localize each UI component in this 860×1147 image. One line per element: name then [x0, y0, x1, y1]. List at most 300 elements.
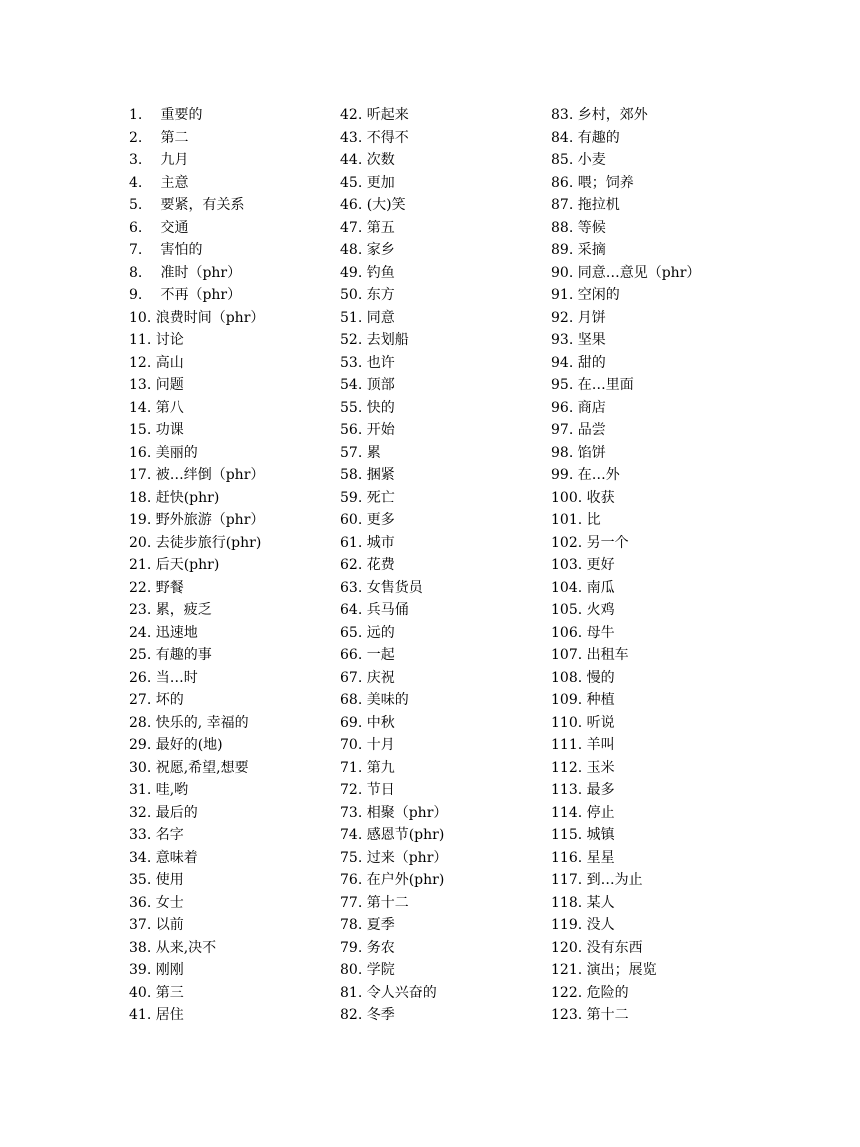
list-item [551, 487, 791, 510]
list-item [129, 442, 334, 465]
list-item [551, 892, 791, 915]
list-item [340, 779, 545, 802]
item-number: 35. [129, 872, 152, 888]
item-meaning: 兵马俑 [366, 602, 409, 618]
item-number: 98. [551, 444, 574, 461]
list-item [551, 757, 791, 780]
list-item [340, 487, 545, 510]
item-number: 57. [340, 444, 363, 461]
item-meaning: 拖拉机 [577, 197, 620, 213]
item-meaning: 准时（phr） [160, 264, 242, 281]
item-number: 117. [551, 872, 583, 888]
list-item [129, 464, 334, 487]
item-meaning: 听起来 [366, 107, 409, 123]
item-number: 80. [340, 962, 363, 978]
item-number: 34. [129, 849, 152, 866]
item-meaning: 高山 [155, 354, 184, 371]
list-item [340, 194, 545, 217]
list-item [340, 869, 545, 892]
item-meaning: 野外旅游（phr） [155, 512, 265, 528]
item-meaning: 美味的 [366, 692, 409, 708]
list-item [129, 149, 334, 172]
item-number: 92. [551, 309, 574, 326]
list-item [551, 1004, 791, 1027]
list-item [129, 532, 334, 555]
item-meaning: 城镇 [586, 827, 615, 843]
item-number: 121. [551, 962, 583, 978]
item-meaning: 要紧，有关系 [160, 197, 245, 213]
item-meaning: 有趣的事 [155, 647, 212, 663]
item-meaning: 讨论 [155, 332, 184, 348]
item-number: 55. [340, 399, 363, 416]
item-meaning: 花费 [366, 557, 395, 573]
item-number: 54. [340, 377, 363, 393]
list-item [340, 329, 545, 352]
item-meaning: 小麦 [577, 152, 606, 168]
item-meaning: 交通 [160, 219, 189, 236]
list-item [340, 1004, 545, 1027]
item-number: 74. [340, 827, 363, 843]
item-number: 73. [340, 804, 363, 821]
item-meaning: 甜的 [577, 354, 606, 371]
list-item [129, 262, 334, 285]
item-meaning: 美丽的 [155, 444, 198, 461]
item-meaning: 种植 [586, 692, 615, 708]
item-meaning: 采摘 [577, 242, 606, 258]
list-item [551, 959, 791, 982]
list-item [551, 532, 791, 555]
item-meaning: 次数 [366, 152, 395, 168]
list-item [551, 329, 791, 352]
item-meaning: 母牛 [586, 624, 615, 641]
list-item [551, 982, 791, 1005]
item-number: 27. [129, 692, 152, 708]
list-item [129, 689, 334, 712]
item-meaning: 祝愿,希望,想要 [155, 759, 249, 776]
item-meaning: 最后的 [155, 804, 198, 821]
item-number: 119. [551, 917, 583, 933]
list-item [551, 149, 791, 172]
list-item [551, 712, 791, 735]
item-number: 85. [551, 152, 574, 168]
item-meaning: 第三 [155, 984, 184, 1001]
list-item [340, 982, 545, 1005]
list-item [340, 847, 545, 870]
list-item [551, 779, 791, 802]
list-item [340, 599, 545, 622]
list-item [551, 127, 791, 150]
item-meaning: 等候 [577, 219, 606, 236]
item-number: 106. [551, 624, 583, 641]
item-number: 26. [129, 669, 152, 686]
vocabulary-column-1 [129, 104, 334, 1027]
item-meaning: 更加 [366, 174, 395, 191]
item-number: 41. [129, 1007, 152, 1023]
list-item [129, 172, 334, 195]
item-meaning: 节日 [366, 782, 395, 798]
list-item [129, 847, 334, 870]
item-number: 46. [340, 197, 363, 213]
item-number: 100. [551, 489, 583, 506]
item-number: 14. [129, 399, 152, 416]
item-number: 68. [340, 692, 363, 708]
list-item [129, 239, 334, 262]
list-item [129, 937, 334, 960]
item-meaning: 以前 [155, 917, 184, 933]
item-meaning: 不得不 [366, 129, 409, 146]
list-item [129, 194, 334, 217]
list-item [551, 914, 791, 937]
item-meaning: 在…外 [577, 467, 620, 483]
item-meaning: 另一个 [586, 534, 629, 551]
list-item [340, 284, 545, 307]
item-meaning: 累 [366, 444, 381, 461]
item-meaning: 务农 [366, 939, 395, 956]
item-number: 83. [551, 107, 574, 123]
item-number: 77. [340, 894, 363, 911]
list-item [129, 419, 334, 442]
item-number: 107. [551, 647, 583, 663]
list-item [129, 509, 334, 532]
item-meaning: 商店 [577, 399, 606, 416]
item-number: 23. [129, 602, 152, 618]
item-meaning: 快的 [366, 399, 395, 416]
item-meaning: 开始 [366, 422, 395, 438]
item-number: 29. [129, 737, 152, 753]
item-meaning: 赶快(phr) [155, 489, 220, 506]
item-meaning: 第十二 [586, 1007, 629, 1023]
list-item [129, 914, 334, 937]
item-meaning: 馅饼 [577, 444, 606, 461]
item-number: 95. [551, 377, 574, 393]
list-item [340, 104, 545, 127]
item-meaning: 同意 [366, 309, 395, 326]
list-item [551, 217, 791, 240]
item-number: 30. [129, 759, 152, 776]
item-number: 88. [551, 219, 574, 236]
list-item [551, 397, 791, 420]
item-meaning: 出租车 [586, 647, 629, 663]
item-meaning: 远的 [366, 624, 395, 641]
item-meaning: 从来,决不 [155, 939, 217, 956]
item-number: 7. [129, 242, 143, 258]
item-meaning: 没有东西 [586, 939, 643, 956]
item-number: 123. [551, 1007, 583, 1023]
item-meaning: 星星 [586, 849, 615, 866]
item-number: 38. [129, 939, 152, 956]
list-item [129, 104, 334, 127]
item-meaning: 最好的(地) [155, 737, 223, 753]
item-number: 43. [340, 129, 363, 146]
item-number: 56. [340, 422, 363, 438]
item-meaning: 名字 [155, 827, 184, 843]
item-meaning: 更好 [586, 557, 615, 573]
item-meaning: 东方 [366, 287, 395, 303]
list-item [551, 104, 791, 127]
list-item [340, 554, 545, 577]
list-item [129, 824, 334, 847]
item-number: 70. [340, 737, 363, 753]
list-item [129, 352, 334, 375]
item-number: 97. [551, 422, 574, 438]
list-item [551, 284, 791, 307]
list-item [551, 667, 791, 690]
item-meaning: 庆祝 [366, 669, 395, 686]
item-number: 111. [551, 737, 583, 753]
item-number: 61. [340, 534, 363, 551]
list-item [551, 554, 791, 577]
item-meaning: 女士 [155, 894, 184, 911]
item-number: 72. [340, 782, 363, 798]
list-item [340, 307, 545, 330]
item-meaning: 南瓜 [586, 579, 615, 596]
item-meaning: 也许 [366, 354, 395, 371]
item-number: 64. [340, 602, 363, 618]
item-meaning: 某人 [586, 894, 615, 911]
item-meaning: 品尝 [577, 422, 606, 438]
item-number: 66. [340, 647, 363, 663]
item-meaning: 去徒步旅行(phr) [155, 534, 262, 551]
item-meaning: 相聚（phr） [366, 804, 448, 821]
item-meaning: 羊叫 [586, 737, 615, 753]
list-item [551, 374, 791, 397]
item-number: 15. [129, 422, 152, 438]
item-meaning: 火鸡 [586, 602, 615, 618]
item-number: 6. [129, 219, 143, 236]
list-item [129, 554, 334, 577]
item-number: 13. [129, 377, 152, 393]
item-meaning: 夏季 [366, 917, 395, 933]
list-item [340, 802, 545, 825]
list-item [340, 734, 545, 757]
item-number: 96. [551, 399, 574, 416]
list-item [129, 779, 334, 802]
item-number: 17. [129, 467, 152, 483]
item-meaning: 没人 [586, 917, 615, 933]
item-number: 112. [551, 759, 583, 776]
item-meaning: 重要的 [160, 107, 203, 123]
item-number: 89. [551, 242, 574, 258]
item-meaning: 听说 [586, 714, 615, 731]
item-meaning: 问题 [155, 377, 184, 393]
item-meaning: 坏的 [155, 692, 184, 708]
item-number: 118. [551, 894, 583, 911]
item-number: 102. [551, 534, 583, 551]
item-meaning: 学院 [366, 962, 395, 978]
list-item [551, 419, 791, 442]
item-meaning: 使用 [155, 872, 184, 888]
item-meaning: 城市 [366, 534, 395, 551]
vocabulary-column-3 [551, 104, 791, 1027]
item-meaning: 被…绊倒（phr） [155, 467, 265, 483]
item-meaning: 钓鱼 [366, 264, 395, 281]
item-number: 84. [551, 129, 574, 146]
item-number: 53. [340, 354, 363, 371]
item-meaning: 最多 [586, 782, 615, 798]
item-number: 18. [129, 489, 152, 506]
item-number: 51. [340, 309, 363, 326]
item-number: 65. [340, 624, 363, 641]
item-meaning: 去划船 [366, 332, 409, 348]
item-number: 71. [340, 759, 363, 776]
item-number: 39. [129, 962, 152, 978]
item-meaning: 收获 [586, 489, 615, 506]
list-item [129, 284, 334, 307]
item-meaning: 更多 [366, 512, 395, 528]
item-meaning: 功课 [155, 422, 184, 438]
list-item [551, 689, 791, 712]
item-number: 25. [129, 647, 152, 663]
item-meaning: 比 [586, 512, 601, 528]
item-number: 82. [340, 1007, 363, 1023]
item-number: 114. [551, 804, 583, 821]
item-number: 32. [129, 804, 152, 821]
list-item [129, 374, 334, 397]
list-item [340, 532, 545, 555]
list-item [551, 307, 791, 330]
item-meaning: 野餐 [155, 579, 184, 596]
item-number: 79. [340, 939, 363, 956]
list-item [340, 577, 545, 600]
item-meaning: 害怕的 [160, 242, 203, 258]
item-number: 11. [129, 332, 152, 348]
list-item [340, 914, 545, 937]
item-number: 52. [340, 332, 363, 348]
list-item [551, 644, 791, 667]
list-item [129, 734, 334, 757]
list-item [340, 959, 545, 982]
item-meaning: 感恩节(phr) [366, 827, 445, 843]
list-item [129, 217, 334, 240]
item-number: 103. [551, 557, 583, 573]
list-item [129, 307, 334, 330]
item-number: 1. [129, 107, 143, 123]
item-number: 113. [551, 782, 583, 798]
list-item [129, 892, 334, 915]
list-item [551, 824, 791, 847]
item-number: 37. [129, 917, 152, 933]
list-item [340, 622, 545, 645]
item-meaning: 迅速地 [155, 624, 198, 641]
item-number: 104. [551, 579, 583, 596]
list-item [129, 982, 334, 1005]
item-meaning: (大)笑 [366, 197, 406, 213]
item-meaning: 当…时 [155, 669, 198, 686]
item-number: 69. [340, 714, 363, 731]
item-meaning: 家乡 [366, 242, 395, 258]
item-number: 101. [551, 512, 583, 528]
item-number: 31. [129, 782, 152, 798]
list-item [340, 712, 545, 735]
item-number: 122. [551, 984, 583, 1001]
item-meaning: 慢的 [586, 669, 615, 686]
list-item [551, 599, 791, 622]
item-meaning: 玉米 [586, 759, 615, 776]
item-meaning: 演出；展览 [586, 962, 657, 978]
list-item [551, 802, 791, 825]
item-number: 10. [129, 309, 152, 326]
item-meaning: 同意…意见（phr） [577, 264, 701, 281]
item-number: 16. [129, 444, 152, 461]
item-number: 81. [340, 984, 363, 1001]
list-item [340, 892, 545, 915]
list-item [551, 509, 791, 532]
item-meaning: 居住 [155, 1007, 184, 1023]
list-item [340, 172, 545, 195]
item-number: 42. [340, 107, 363, 123]
list-item [340, 127, 545, 150]
item-meaning: 累，疲乏 [155, 602, 212, 618]
item-meaning: 空闲的 [577, 287, 620, 303]
item-meaning: 九月 [160, 152, 189, 168]
item-number: 67. [340, 669, 363, 686]
list-item [129, 577, 334, 600]
item-meaning: 到…为止 [586, 872, 643, 888]
item-meaning: 死亡 [366, 489, 395, 506]
item-number: 50. [340, 287, 363, 303]
list-item [129, 802, 334, 825]
list-item [340, 419, 545, 442]
list-item [551, 262, 791, 285]
item-meaning: 第十二 [366, 894, 409, 911]
list-item [129, 329, 334, 352]
item-meaning: 喂；饲养 [577, 174, 634, 191]
item-number: 2. [129, 129, 143, 146]
list-item [129, 757, 334, 780]
item-number: 76. [340, 872, 363, 888]
item-number: 48. [340, 242, 363, 258]
list-item [551, 194, 791, 217]
item-number: 9. [129, 287, 143, 303]
item-meaning: 顶部 [366, 377, 395, 393]
list-item [129, 487, 334, 510]
item-meaning: 危险的 [586, 984, 629, 1001]
item-meaning: 月饼 [577, 309, 606, 326]
item-meaning: 哇,哟 [155, 782, 189, 798]
item-meaning: 在…里面 [577, 377, 634, 393]
list-item [340, 149, 545, 172]
item-number: 28. [129, 714, 152, 731]
item-number: 58. [340, 467, 363, 483]
item-meaning: 令人兴奋的 [366, 984, 437, 1001]
list-item [129, 667, 334, 690]
item-number: 87. [551, 197, 574, 213]
list-item [340, 757, 545, 780]
list-item [340, 464, 545, 487]
list-item [551, 239, 791, 262]
item-meaning: 意味着 [155, 849, 198, 866]
item-number: 90. [551, 264, 574, 281]
item-number: 36. [129, 894, 152, 911]
item-number: 44. [340, 152, 363, 168]
list-item [129, 869, 334, 892]
item-meaning: 女售货员 [366, 579, 423, 596]
item-number: 3. [129, 152, 143, 168]
item-meaning: 冬季 [366, 1007, 395, 1023]
item-meaning: 第五 [366, 219, 395, 236]
item-meaning: 坚果 [577, 332, 606, 348]
list-item [340, 689, 545, 712]
item-meaning: 乡村，郊外 [577, 107, 648, 123]
list-item [129, 644, 334, 667]
list-item [129, 397, 334, 420]
item-number: 4. [129, 174, 143, 191]
list-item [129, 622, 334, 645]
list-item [129, 599, 334, 622]
item-meaning: 捆紧 [366, 467, 395, 483]
list-item [551, 847, 791, 870]
list-item [551, 442, 791, 465]
